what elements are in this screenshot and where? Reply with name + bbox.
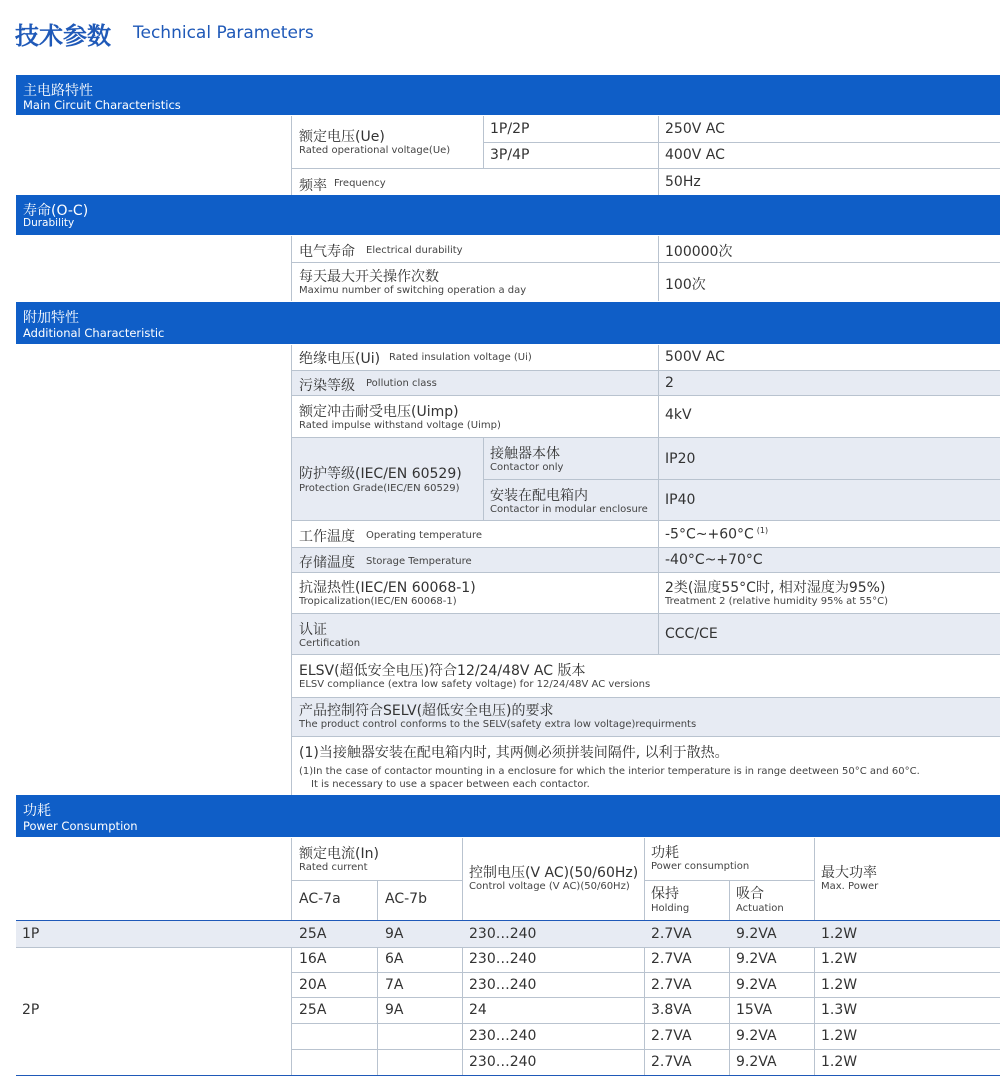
max-power-header-en: Max. Power [821,881,879,892]
tropical-label: 抗湿热性(IEC/EN 60068-1) [299,580,476,596]
pollution-label: 污染等级 [299,378,355,394]
voltage-3p4p: 400V AC [665,147,725,163]
pollution-label-en: Pollution class [366,378,437,389]
divider [291,613,1000,614]
divider [291,1049,1000,1050]
divider [729,880,730,1075]
certification-value: CCC/CE [665,626,718,642]
divider [291,880,462,881]
impulse-label: 额定冲击耐受电压(Uimp) [299,404,459,420]
rated-current-header-en: Rated current [299,862,368,873]
contactor-only-label-en: Contactor only [490,462,564,473]
consumption-header-en: Power consumption [651,861,750,872]
divider [658,116,659,195]
footnote-marker: (1) [756,526,769,535]
max-power-cell: 1.2W [821,926,858,942]
divider [16,947,1000,948]
tropical-label-en: Tropicalization(IEC/EN 60068-1) [299,596,457,607]
contactor-only-value: IP20 [665,451,696,467]
divider [814,838,815,1075]
actuation-cell: 9.2VA [736,1028,777,1044]
divider [291,168,1000,169]
electrical-durability-value: 100000次 [665,244,733,260]
max-power-cell: 1.3W [821,1002,858,1018]
row-shade [291,613,1000,654]
divider [291,1023,1000,1024]
control-voltage-header: 控制电压(V AC)(50/60Hz) [469,865,639,881]
ac7b-cell: 9A [385,1002,404,1018]
section-title-en: Power Consumption [23,819,138,833]
control-voltage-cell: 230…240 [469,1028,537,1044]
ac7a-cell: 16A [299,951,327,967]
protection-label: 防护等级(IEC/EN 60529) [299,466,462,482]
tropical-value: 2类(温度55°C时, 相对湿度为95%) [665,580,886,596]
footnote-en-1: (1)In the case of contactor mounting in a enclosure for which the interior temperature is in range deetween 50°C and 60°C. [299,766,920,777]
holding-cell: 2.7VA [651,951,692,967]
divider [377,880,378,1075]
holding-cell: 2.7VA [651,1054,692,1070]
operating-temp-label-en: Operating temperature [366,530,483,541]
actuation-cell: 15VA [736,1002,773,1018]
enclosure-value: IP40 [665,492,696,508]
holding-cell: 2.7VA [651,926,692,942]
max-power-header: 最大功率 [821,865,877,881]
divider [483,479,1000,480]
rated-current-header: 额定电流(In) [299,846,379,862]
divider [291,736,1000,737]
divider [291,838,292,1075]
max-power-cell: 1.2W [821,1028,858,1044]
frequency-value: 50Hz [665,174,701,190]
operating-temp-value [665,526,768,543]
pollution-value: 2 [665,375,674,391]
enclosure-label: 安装在配电箱内 [490,488,588,504]
divider [291,437,1000,438]
max-power-cell: 1.2W [821,977,858,993]
divider [644,838,645,1075]
frequency-label: 频率 [299,178,327,194]
divider [291,395,1000,396]
ac7b-cell: 7A [385,977,404,993]
page-subtitle: Technical Parameters [133,23,314,43]
poles-1p2p: 1P/2P [490,121,530,137]
consumption-header: 功耗 [651,845,679,861]
section-header-main [16,75,1000,115]
divider [483,142,1000,143]
section-title-zh: 寿命(O-C) [23,203,89,219]
contactor-only-label: 接触器本体 [490,446,560,462]
certification-label: 认证 [299,622,327,638]
electrical-durability-label-en: Electrical durability [366,245,463,256]
selv-label-en: The product control conforms to the SELV(safety extra low voltage)requirments [299,719,697,730]
storage-temp-value: -40°C~+70°C [665,552,763,568]
divider [291,997,1000,998]
divider [291,345,292,795]
insulation-value: 500V AC [665,349,725,365]
insulation-label: 绝缘电压(Ui) [299,351,381,367]
footnote-en-2: It is necessary to use a spacer between each contactor. [311,779,590,790]
control-voltage-cell: 230…240 [469,951,537,967]
control-voltage-cell: 24 [469,1002,487,1018]
divider [291,520,1000,521]
selv-label: 产品控制符合SELV(超低安全电压)的要求 [299,703,554,719]
section-title-en: Durability [23,217,75,229]
holding-cell: 3.8VA [651,1002,692,1018]
section-header-power [16,795,1000,837]
section-title-en: Main Circuit Characteristics [23,98,181,112]
actuation-cell: 9.2VA [736,1054,777,1070]
divider [291,654,1000,655]
divider [291,572,1000,573]
max-ops-label-en: Maximu number of switching operation a day [299,285,527,296]
divider [658,345,659,654]
section-header-durability [16,195,1000,235]
section-title-zh: 主电路特性 [23,83,93,99]
storage-temp-label-en: Storage Temperature [366,556,472,567]
impulse-label-en: Rated impulse withstand voltage (Uimp) [299,420,501,431]
holding-header: 保持 [651,886,679,902]
operating-temp-label: 工作温度 [299,529,355,545]
actuation-header-en: Actuation [736,903,784,914]
ac7b-header: AC-7b [385,891,427,907]
insulation-label-en: Rated insulation voltage (Ui) [389,352,532,363]
pole-label-1p: 1P [22,926,40,942]
ac7a-header: AC-7a [299,891,341,907]
holding-header-en: Holding [651,903,690,914]
max-ops-value: 100次 [665,277,706,293]
holding-cell: 2.7VA [651,977,692,993]
actuation-cell: 9.2VA [736,977,777,993]
control-voltage-cell: 230…240 [469,926,537,942]
control-voltage-cell: 230…240 [469,1054,537,1070]
divider [644,880,814,881]
ac7a-cell: 20A [299,977,327,993]
voltage-1p2p: 250V AC [665,121,725,137]
impulse-value: 4kV [665,407,692,423]
divider [291,370,1000,371]
divider [291,116,292,195]
storage-temp-label: 存储温度 [299,555,355,571]
control-voltage-header-en: Control voltage (V AC)(50/60Hz) [469,881,630,892]
rated-voltage-label: 额定电压(Ue) [299,129,385,145]
ac7b-cell: 9A [385,926,404,942]
max-power-cell: 1.2W [821,951,858,967]
ac7a-cell: 25A [299,926,327,942]
enclosure-label-en: Contactor in modular enclosure [490,504,648,515]
divider [658,236,659,301]
section-header-additional [16,302,1000,344]
divider [462,838,463,1075]
max-ops-label: 每天最大开关操作次数 [299,269,439,285]
elsv-label: ELSV(超低安全电压)符合12/24/48V AC 版本 [299,663,586,679]
certification-label-en: Certification [299,638,361,649]
footnote-zh: (1)当接触器安装在配电箱内时, 其两侧必须拼装间隔件, 以利于散热。 [299,745,729,761]
actuation-cell: 9.2VA [736,926,777,942]
section-title-en: Additional Characteristic [23,326,165,340]
protection-label-en: Protection Grade(IEC/EN 60529) [299,483,460,494]
holding-cell: 2.7VA [651,1028,692,1044]
divider [291,972,1000,973]
tropical-value-en: Treatment 2 (relative humidity 95% at 55°C) [665,596,888,607]
elsv-label-en: ELSV compliance (extra low safety voltage) for 12/24/48V AC versions [299,679,651,690]
frequency-label-en: Frequency [334,178,386,189]
section-title-zh: 附加特性 [23,310,79,326]
control-voltage-cell: 230…240 [469,977,537,993]
electrical-durability-label: 电气寿命 [299,244,355,260]
ac7a-cell: 25A [299,1002,327,1018]
divider [291,236,292,301]
table-bottom-rule [16,1075,1000,1076]
rated-voltage-label-en: Rated operational voltage(Ue) [299,145,451,156]
ac7b-cell: 6A [385,951,404,967]
poles-3p4p: 3P/4P [490,147,530,163]
divider [291,262,1000,263]
section-title-zh: 功耗 [23,803,51,819]
max-power-cell: 1.2W [821,1054,858,1070]
divider [291,547,1000,548]
actuation-cell: 9.2VA [736,951,777,967]
divider [291,697,1000,698]
pole-label-2p: 2P [22,1002,40,1018]
actuation-header: 吸合 [736,886,764,902]
operating-temp-text: -5°C~+60°C [665,526,754,543]
page-title: 技术参数 [15,22,111,50]
